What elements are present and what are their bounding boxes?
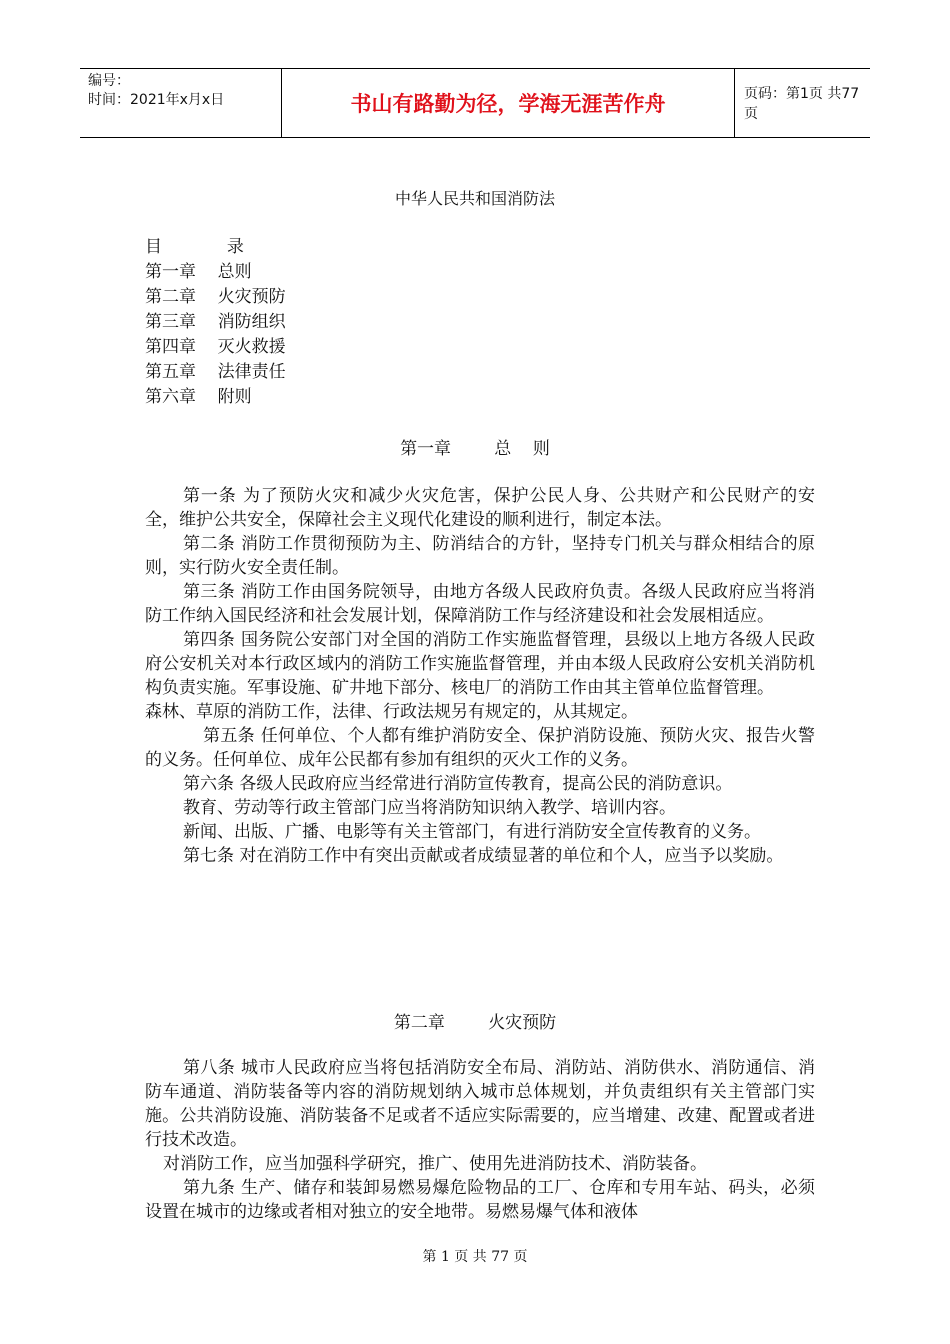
chapter-2-heading: 第二章 火灾预防	[393, 1013, 557, 1033]
article-paragraph: 第九条 生产、储存和装卸易燃易爆危险物品的工厂、仓库和专用车站、码头，必须设置在城市的边缘或者相对独立的安全地带。易燃易爆气体和液体	[145, 1178, 815, 1222]
article-paragraph: 新闻、出版、广播、电影等有关主管部门，有进行消防安全宣传教育的义务。	[183, 822, 761, 842]
header-number-label: 编号：	[88, 73, 130, 89]
article-paragraph: 第五条 任何单位、个人都有维护消防安全、保护消防设施、预防火灾、报告火警的义务。任何单位、成年公民都有参加有组织的灭火工作的义务。	[145, 726, 815, 770]
chapter-2-body	[145, 1056, 815, 1224]
toc-item: 第六章 附则	[145, 387, 252, 407]
toc-item: 第二章 火灾预防	[145, 287, 286, 307]
header-motto: 书山有路勤为径，学海无涯苦作舟	[282, 69, 735, 137]
toc-item: 第三章 消防组织	[145, 312, 286, 332]
article-paragraph: 对消防工作，应当加强科学研究，推广、使用先进消防技术、消防装备。	[163, 1154, 707, 1174]
article-paragraph: 第七条 对在消防工作中有突出贡献或者成绩显著的单位和个人，应当予以奖励。	[183, 846, 784, 866]
toc-item: 第四章 灭火救援	[145, 337, 286, 357]
article-paragraph: 森林、草原的消防工作，法律、行政法规另有规定的，从其规定。	[145, 702, 638, 722]
table-of-contents	[145, 235, 286, 410]
header-time-label: 时间：2021年x月x日	[88, 92, 225, 108]
article-paragraph: 第一条 为了预防火灾和减少火灾危害，保护公民人身、公共财产和公民财产的安全，维护公共安全，保障社会主义现代化建设的顺利进行，制定本法。	[145, 486, 815, 530]
article-paragraph: 教育、劳动等行政主管部门应当将消防知识纳入教学、培训内容。	[183, 798, 676, 818]
toc-heading: 目 录	[145, 237, 244, 257]
chapter-1-body	[145, 484, 815, 868]
header-page-info: 页码：第1页 共77页	[744, 86, 860, 122]
article-paragraph: 第四条 国务院公安部门对全国的消防工作实施监督管理，县级以上地方各级人民政府公安机关对本行政区域内的消防工作实施监督管理，并由本级人民政府公安机关消防机构负责实施。军事设施、矿井地下部分、核电厂的消防工作由其主管单位监督管理。	[145, 630, 815, 698]
page-footer: 第 1 页 共 77 页	[422, 1249, 528, 1265]
toc-item: 第一章 总则	[145, 262, 252, 282]
page-header	[80, 68, 870, 138]
document-title: 中华人民共和国消防法	[394, 189, 555, 208]
toc-item: 第五章 法律责任	[145, 362, 286, 382]
article-paragraph: 第三条 消防工作由国务院领导，由地方各级人民政府负责。各级人民政府应当将消防工作纳入国民经济和社会发展计划，保障消防工作与经济建设和社会发展相适应。	[145, 582, 815, 626]
header-meta	[80, 69, 282, 137]
article-paragraph: 第八条 城市人民政府应当将包括消防安全布局、消防站、消防供水、消防通信、消防车通道、消防装备等内容的消防规划纳入城市总体规划，并负责组织有关主管部门实施。公共消防设施、消防装备不足或者不适应实际需要的，应当增建、改建、配置或者进行技术改造。	[145, 1058, 815, 1150]
article-paragraph: 第二条 消防工作贯彻预防为主、防消结合的方针，坚持专门机关与群众相结合的原则，实行防火安全责任制。	[145, 534, 815, 578]
chapter-1-heading: 第一章 总 则	[400, 439, 550, 459]
article-paragraph: 第六条 各级人民政府应当经常进行消防宣传教育，提高公民的消防意识。	[183, 774, 733, 794]
